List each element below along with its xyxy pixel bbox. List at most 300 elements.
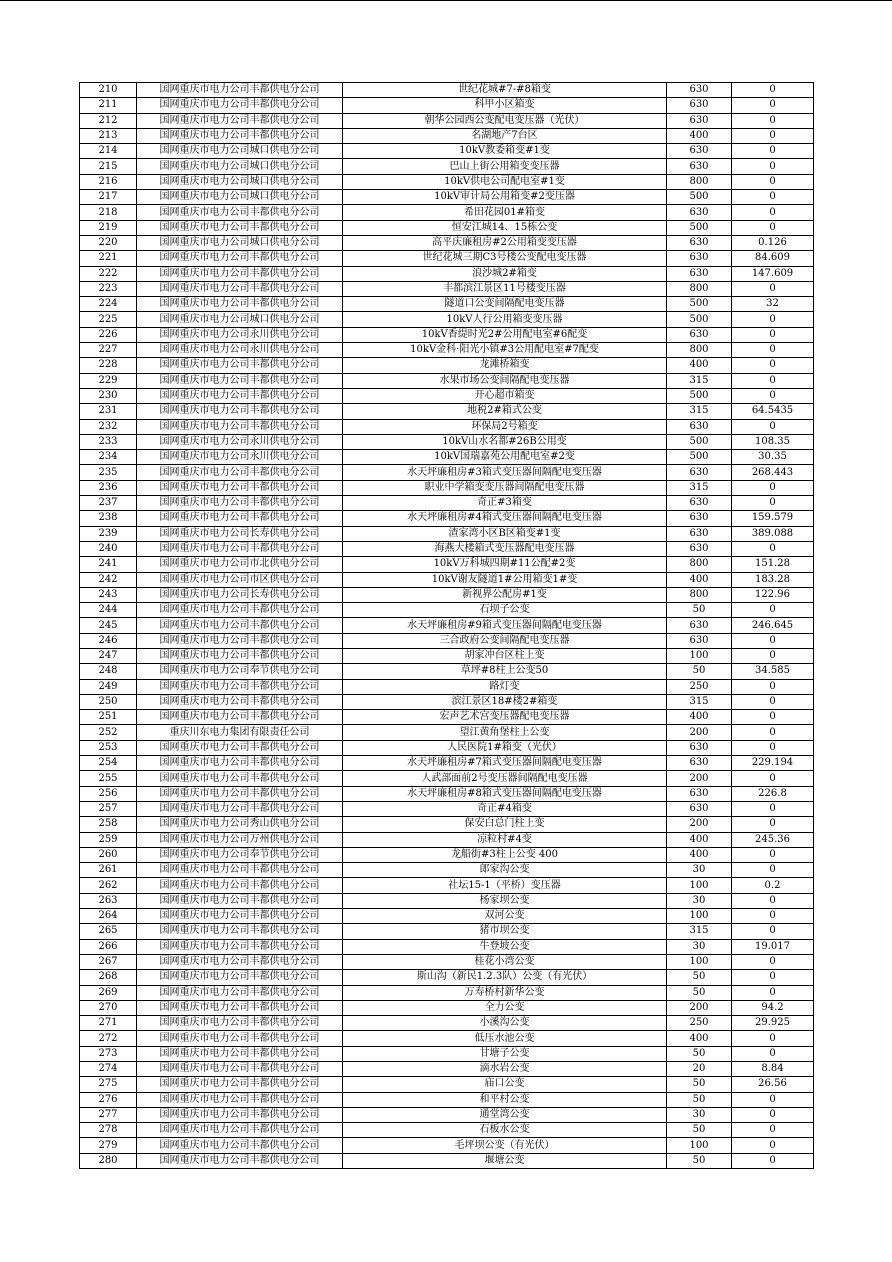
table-row [80,633,814,648]
capacity-cell: 200 [667,725,732,740]
transformer-table [79,82,814,1169]
value-cell: 19.017 [732,939,814,954]
transformer-name-cell: 双河公变 [343,909,667,924]
value-cell: 0 [732,98,814,113]
transformer-name-cell: 斯山沟（新民1.2.3队）公变（有光伏） [343,970,667,985]
company-name-cell: 国网重庆市电力公司丰都供电分公司 [137,648,343,663]
table-row [80,878,814,893]
capacity-cell: 50 [667,1092,732,1107]
transformer-name-cell: 水果市场公变间隔配电变压器 [343,373,667,388]
table-row [80,572,814,587]
value-cell: 0 [732,144,814,159]
transformer-name-cell: 海燕大楼箱式变压器配电变压器 [343,541,667,556]
transformer-name-cell: 三合政府公变间隔配电变压器 [343,633,667,648]
row-index-cell: 273 [80,1046,137,1061]
value-cell: 0 [732,83,814,98]
row-index-cell: 237 [80,496,137,511]
row-index-cell: 214 [80,144,137,159]
value-cell: 29.925 [732,1016,814,1031]
company-name-cell: 国网重庆市电力公司丰都供电分公司 [137,388,343,403]
row-index-cell: 243 [80,587,137,602]
transformer-name-cell: 奇正#4箱变 [343,801,667,816]
row-index-cell: 216 [80,174,137,189]
row-index-cell: 254 [80,756,137,771]
transformer-name-cell: 渣家湾小区B区箱变#1变 [343,526,667,541]
transformer-name-cell: 桂花小湾公变 [343,954,667,969]
company-name-cell: 国网重庆市电力公司城口供电分公司 [137,235,343,250]
transformer-name-cell: 低压水池公变 [343,1031,667,1046]
capacity-cell: 100 [667,878,732,893]
transformer-name-cell: 胡家冲台区柱上变 [343,648,667,663]
capacity-cell: 630 [667,465,732,480]
transformer-name-cell: 猪市坝公变 [343,924,667,939]
row-index-cell: 278 [80,1123,137,1138]
company-name-cell: 国网重庆市电力公司丰都供电分公司 [137,251,343,266]
row-index-cell: 275 [80,1077,137,1092]
transformer-name-cell: 10kV教委箱变#1变 [343,144,667,159]
value-cell: 0 [732,924,814,939]
value-cell: 0 [732,327,814,342]
table-row [80,190,814,205]
row-index-cell: 270 [80,1000,137,1015]
transformer-name-cell: 全力公变 [343,1000,667,1015]
transformer-name-cell: 宏声艺术宫变压器配电变压器 [343,710,667,725]
company-name-cell: 国网重庆市电力公司丰都供电分公司 [137,618,343,633]
table-row [80,312,814,327]
table-row [80,863,814,878]
transformer-name-cell: 10kV谢友隧道1#公用箱变1#变 [343,572,667,587]
transformer-name-cell: 水天坪廉租房#8箱式变压器间隔配电变压器 [343,786,667,801]
company-name-cell: 国网重庆市电力公司市北供电分公司 [137,557,343,572]
transformer-name-cell: 人民医院1#箱变（光伏） [343,740,667,755]
capacity-cell: 630 [667,327,732,342]
row-index-cell: 259 [80,832,137,847]
table-row [80,98,814,113]
company-name-cell: 国网重庆市电力公司丰都供电分公司 [137,358,343,373]
value-cell: 0.2 [732,878,814,893]
value-cell: 0.126 [732,235,814,250]
company-name-cell: 国网重庆市电力公司丰都供电分公司 [137,419,343,434]
transformer-name-cell: 名湖地产7台区 [343,128,667,143]
row-index-cell: 233 [80,434,137,449]
value-cell: 32 [732,297,814,312]
table-row [80,526,814,541]
capacity-cell: 630 [667,526,732,541]
value-cell: 245.36 [732,832,814,847]
table-row [80,450,814,465]
row-index-cell: 228 [80,358,137,373]
value-cell: 0 [732,1123,814,1138]
capacity-cell: 630 [667,633,732,648]
table-row [80,710,814,725]
capacity-cell: 800 [667,174,732,189]
capacity-cell: 630 [667,98,732,113]
table-row [80,832,814,847]
table-row [80,373,814,388]
value-cell: 0 [732,893,814,908]
capacity-cell: 630 [667,786,732,801]
table-row [80,388,814,403]
transformer-name-cell: 10kV供电公司配电室#1变 [343,174,667,189]
company-name-cell: 国网重庆市电力公司丰都供电分公司 [137,893,343,908]
row-index-cell: 249 [80,679,137,694]
transformer-name-cell: 石坝子公变 [343,603,667,618]
table-row [80,1092,814,1107]
table-row [80,1138,814,1153]
value-cell: 0 [732,1092,814,1107]
value-cell: 94.2 [732,1000,814,1015]
transformer-name-cell: 水天坪廉租房#4箱式变压器间隔配电变压器 [343,511,667,526]
capacity-cell: 315 [667,694,732,709]
row-index-cell: 232 [80,419,137,434]
company-name-cell: 国网重庆市电力公司城口供电分公司 [137,174,343,189]
capacity-cell: 100 [667,954,732,969]
value-cell: 183.28 [732,572,814,587]
transformer-name-cell: 水天坪廉租房#9箱式变压器间隔配电变压器 [343,618,667,633]
value-cell: 0 [732,1107,814,1122]
capacity-cell: 500 [667,388,732,403]
transformer-name-cell: 恒安江城14、15栋公变 [343,220,667,235]
table-row [80,1153,814,1168]
capacity-cell: 250 [667,679,732,694]
company-name-cell: 国网重庆市电力公司丰都供电分公司 [137,771,343,786]
capacity-cell: 630 [667,144,732,159]
table-row [80,909,814,924]
company-name-cell: 国网重庆市电力公司丰都供电分公司 [137,480,343,495]
company-name-cell: 国网重庆市电力公司丰都供电分公司 [137,924,343,939]
transformer-name-cell: 科甲小区箱变 [343,98,667,113]
company-name-cell: 国网重庆市电力公司丰都供电分公司 [137,297,343,312]
company-name-cell: 国网重庆市电力公司奉节供电分公司 [137,664,343,679]
company-name-cell: 国网重庆市电力公司长寿供电分公司 [137,587,343,602]
capacity-cell: 630 [667,83,732,98]
row-index-cell: 263 [80,893,137,908]
transformer-name-cell: 10kV审计局公用箱变#2变压器 [343,190,667,205]
value-cell: 0 [732,190,814,205]
row-index-cell: 251 [80,710,137,725]
table-row [80,128,814,143]
table-row [80,144,814,159]
value-cell: 34.585 [732,664,814,679]
capacity-cell: 630 [667,251,732,266]
company-name-cell: 国网重庆市电力公司丰都供电分公司 [137,863,343,878]
value-cell: 0 [732,1046,814,1061]
value-cell: 0 [732,128,814,143]
row-index-cell: 235 [80,465,137,480]
company-name-cell: 国网重庆市电力公司永川供电分公司 [137,343,343,358]
transformer-name-cell: 路灯变 [343,679,667,694]
row-index-cell: 236 [80,480,137,495]
value-cell: 0 [732,1153,814,1168]
company-name-cell: 国网重庆市电力公司丰都供电分公司 [137,603,343,618]
company-name-cell: 国网重庆市电力公司永川供电分公司 [137,434,343,449]
value-cell: 0 [732,281,814,296]
capacity-cell: 200 [667,817,732,832]
row-index-cell: 258 [80,817,137,832]
row-index-cell: 219 [80,220,137,235]
value-cell: 0 [732,312,814,327]
table-row [80,343,814,358]
table-row [80,1016,814,1031]
capacity-cell: 50 [667,1046,732,1061]
row-index-cell: 257 [80,801,137,816]
transformer-name-cell: 希田花园01#箱变 [343,205,667,220]
row-index-cell: 227 [80,343,137,358]
capacity-cell: 200 [667,771,732,786]
row-index-cell: 220 [80,235,137,250]
row-index-cell: 252 [80,725,137,740]
value-cell: 0 [732,725,814,740]
value-cell: 0 [732,343,814,358]
row-index-cell: 223 [80,281,137,296]
capacity-cell: 630 [667,801,732,816]
row-index-cell: 212 [80,113,137,128]
table-row [80,235,814,250]
row-index-cell: 271 [80,1016,137,1031]
capacity-cell: 50 [667,664,732,679]
capacity-cell: 630 [667,618,732,633]
capacity-cell: 315 [667,924,732,939]
company-name-cell: 国网重庆市电力公司丰都供电分公司 [137,756,343,771]
table-row [80,174,814,189]
row-index-cell: 265 [80,924,137,939]
transformer-name-cell: 龙船街#3柱上公变 400 [343,847,667,862]
value-cell: 0 [732,388,814,403]
capacity-cell: 630 [667,740,732,755]
capacity-cell: 800 [667,587,732,602]
capacity-cell: 400 [667,128,732,143]
transformer-name-cell: 和平村公变 [343,1092,667,1107]
row-index-cell: 277 [80,1107,137,1122]
transformer-name-cell: 社坛15-1（平桥）变压器 [343,878,667,893]
value-cell: 0 [732,480,814,495]
value-cell: 64.5435 [732,404,814,419]
transformer-name-cell: 万寿桥村新华公变 [343,985,667,1000]
table-row [80,541,814,556]
table-row [80,358,814,373]
transformer-name-cell: 丰都滨江景区11号楼变压器 [343,281,667,296]
transformer-name-cell: 水天坪廉租房#7箱式变压器间隔配电变压器 [343,756,667,771]
table-row [80,434,814,449]
company-name-cell: 国网重庆市电力公司丰都供电分公司 [137,710,343,725]
company-name-cell: 国网重庆市电力公司秀山供电分公司 [137,817,343,832]
transformer-name-cell: 10kV山水名都#26B公用变 [343,434,667,449]
table-row [80,1107,814,1122]
value-cell: 0 [732,694,814,709]
company-name-cell: 国网重庆市电力公司丰都供电分公司 [137,220,343,235]
table-row [80,1000,814,1015]
table-row [80,480,814,495]
company-name-cell: 国网重庆市电力公司丰都供电分公司 [137,1000,343,1015]
capacity-cell: 30 [667,1107,732,1122]
value-cell: 0 [732,496,814,511]
table-row [80,847,814,862]
value-cell: 159.579 [732,511,814,526]
row-index-cell: 231 [80,404,137,419]
table-row [80,1077,814,1092]
capacity-cell: 630 [667,756,732,771]
company-name-cell: 国网重庆市电力公司丰都供电分公司 [137,939,343,954]
row-index-cell: 262 [80,878,137,893]
company-name-cell: 国网重庆市电力公司丰都供电分公司 [137,801,343,816]
table-row [80,756,814,771]
company-name-cell: 国网重庆市电力公司城口供电分公司 [137,144,343,159]
value-cell: 0 [732,954,814,969]
company-name-cell: 国网重庆市电力公司长寿供电分公司 [137,526,343,541]
transformer-name-cell: 环保局2号箱变 [343,419,667,434]
row-index-cell: 279 [80,1138,137,1153]
capacity-cell: 315 [667,373,732,388]
company-name-cell: 国网重庆市电力公司丰都供电分公司 [137,970,343,985]
company-name-cell: 国网重庆市电力公司丰都供电分公司 [137,205,343,220]
company-name-cell: 国网重庆市电力公司丰都供电分公司 [137,281,343,296]
transformer-name-cell: 水天坪廉租房#3箱式变压器间隔配电变压器 [343,465,667,480]
transformer-name-cell: 望江黄角堡柱上公变 [343,725,667,740]
company-name-cell: 国网重庆市电力公司丰都供电分公司 [137,128,343,143]
company-name-cell: 国网重庆市电力公司丰都供电分公司 [137,1062,343,1077]
table-row [80,603,814,618]
company-name-cell: 国网重庆市电力公司永川供电分公司 [137,450,343,465]
row-index-cell: 247 [80,648,137,663]
capacity-cell: 50 [667,1077,732,1092]
table-row [80,1046,814,1061]
table-row [80,281,814,296]
table-row [80,694,814,709]
transformer-name-cell: 开心超市箱变 [343,388,667,403]
capacity-cell: 315 [667,404,732,419]
table-row [80,205,814,220]
transformer-name-cell: 小溪沟公变 [343,1016,667,1031]
row-index-cell: 260 [80,847,137,862]
value-cell: 26.56 [732,1077,814,1092]
company-name-cell: 国网重庆市电力公司丰都供电分公司 [137,1107,343,1122]
row-index-cell: 276 [80,1092,137,1107]
value-cell: 0 [732,909,814,924]
company-name-cell: 国网重庆市电力公司丰都供电分公司 [137,740,343,755]
company-name-cell: 国网重庆市电力公司城口供电分公司 [137,312,343,327]
transformer-name-cell: 朝华公园西公变配电变压器（光伏） [343,113,667,128]
company-name-cell: 国网重庆市电力公司丰都供电分公司 [137,541,343,556]
row-index-cell: 267 [80,954,137,969]
value-cell: 0 [732,1031,814,1046]
row-index-cell: 239 [80,526,137,541]
company-name-cell: 国网重庆市电力公司城口供电分公司 [137,190,343,205]
value-cell: 0 [732,373,814,388]
company-name-cell: 国网重庆市电力公司丰都供电分公司 [137,511,343,526]
capacity-cell: 630 [667,159,732,174]
company-name-cell: 国网重庆市电力公司丰都供电分公司 [137,679,343,694]
capacity-cell: 500 [667,312,732,327]
value-cell: 0 [732,863,814,878]
capacity-cell: 630 [667,113,732,128]
table-row [80,587,814,602]
value-cell: 229.194 [732,756,814,771]
transformer-name-cell: 地税2#箱式公变 [343,404,667,419]
capacity-cell: 630 [667,511,732,526]
row-index-cell: 241 [80,557,137,572]
table-row [80,220,814,235]
capacity-cell: 400 [667,572,732,587]
table-row [80,648,814,663]
value-cell: 122.96 [732,587,814,602]
table-row [80,465,814,480]
value-cell: 0 [732,419,814,434]
value-cell: 246.645 [732,618,814,633]
table-row [80,618,814,633]
page-top-rule [0,0,892,1]
company-name-cell: 国网重庆市电力公司丰都供电分公司 [137,404,343,419]
table-row [80,786,814,801]
transformer-name-cell: 新视界公配房#1变 [343,587,667,602]
transformer-name-cell: 庙口公变 [343,1077,667,1092]
capacity-cell: 30 [667,939,732,954]
table-row [80,419,814,434]
value-cell: 0 [732,679,814,694]
table-row [80,679,814,694]
table-row [80,664,814,679]
transformer-name-cell: 滨江景区18#楼2#箱变 [343,694,667,709]
company-name-cell: 国网重庆市电力公司城口供电分公司 [137,159,343,174]
table-row [80,511,814,526]
company-name-cell: 国网重庆市电力公司丰都供电分公司 [137,1016,343,1031]
transformer-name-cell: 凉粒村#4变 [343,832,667,847]
transformer-name-cell: 奇正#3箱变 [343,496,667,511]
row-index-cell: 255 [80,771,137,786]
row-index-cell: 268 [80,970,137,985]
transformer-name-cell: 职业中学箱变变压器间隔配电变压器 [343,480,667,495]
row-index-cell: 221 [80,251,137,266]
capacity-cell: 500 [667,190,732,205]
company-name-cell: 国网重庆市电力公司丰都供电分公司 [137,909,343,924]
transformer-name-cell: 滴水岩公变 [343,1062,667,1077]
table-row [80,771,814,786]
row-index-cell: 246 [80,633,137,648]
transformer-name-cell: 保安白总门柱上变 [343,817,667,832]
table-row [80,159,814,174]
value-cell: 0 [732,541,814,556]
value-cell: 8.84 [732,1062,814,1077]
company-name-cell: 国网重庆市电力公司丰都供电分公司 [137,373,343,388]
capacity-cell: 500 [667,297,732,312]
capacity-cell: 630 [667,205,732,220]
row-index-cell: 217 [80,190,137,205]
value-cell: 0 [732,817,814,832]
capacity-cell: 250 [667,1016,732,1031]
company-name-cell: 国网重庆市电力公司丰都供电分公司 [137,266,343,281]
transformer-name-cell: 高平庆廉租房#2公用箱变变压器 [343,235,667,250]
transformer-name-cell: 10kV国瑞嘉苑公用配电室#2变 [343,450,667,465]
transformer-table-body [80,83,814,1169]
transformer-name-cell: 石板水公变 [343,1123,667,1138]
value-cell: 0 [732,159,814,174]
transformer-name-cell: 毛坪坝公变（有光伏） [343,1138,667,1153]
company-name-cell: 国网重庆市电力公司丰都供电分公司 [137,1077,343,1092]
value-cell: 0 [732,174,814,189]
company-name-cell: 国网重庆市电力公司丰都供电分公司 [137,1123,343,1138]
transformer-name-cell: 杨家坝公变 [343,893,667,908]
capacity-cell: 630 [667,266,732,281]
company-name-cell: 国网重庆市电力公司丰都供电分公司 [137,878,343,893]
transformer-name-cell: 10kV金科·阳光小镇#3公用配电室#7配变 [343,343,667,358]
value-cell: 226.8 [732,786,814,801]
table-row [80,954,814,969]
company-name-cell: 国网重庆市电力公司奉节供电分公司 [137,847,343,862]
transformer-name-cell: 堰塘公变 [343,1153,667,1168]
table-row [80,266,814,281]
capacity-cell: 30 [667,893,732,908]
value-cell: 0 [732,113,814,128]
company-name-cell: 国网重庆市电力公司丰都供电分公司 [137,694,343,709]
